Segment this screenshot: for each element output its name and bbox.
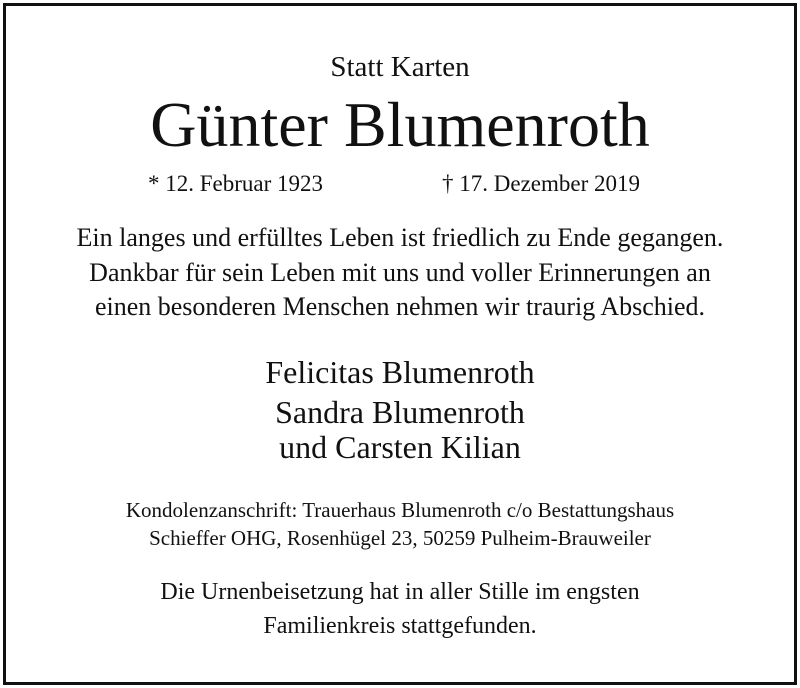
mourner-name: Sandra Blumenroth: [275, 394, 525, 430]
body-text-line: Ein langes und erfülltes Leben ist friedlich zu Ende gegangen.: [76, 223, 724, 252]
life-dates: [0, 172, 800, 196]
body-text-line: einen besonderen Menschen nehmen wir traurig Abschied.: [94, 292, 706, 321]
notice-prefix: Statt Karten: [330, 51, 470, 83]
closing-text-line: Die Urnenbeisetzung hat in aller Stille im engsten: [160, 579, 640, 605]
death-date: † 17. Dezember 2019: [442, 171, 640, 196]
birth-date: * 12. Februar 1923: [148, 171, 324, 196]
deceased-name: Günter Blumenroth: [150, 89, 650, 160]
condolence-address-line: Schieffer OHG, Rosenhügel 23, 50259 Pulheim-Brauweiler: [149, 526, 651, 550]
closing-text-line: Familienkreis stattgefunden.: [263, 613, 537, 639]
mourner-name: Felicitas Blumenroth: [265, 354, 535, 390]
condolence-address-line: Kondolenzanschrift: Trauerhaus Blumenroth c/o Bestattungshaus: [125, 498, 675, 522]
mourner-name: und Carsten Kilian: [279, 429, 521, 465]
body-text-line: Dankbar für sein Leben mit uns und voller Erinnerungen an: [89, 258, 711, 287]
